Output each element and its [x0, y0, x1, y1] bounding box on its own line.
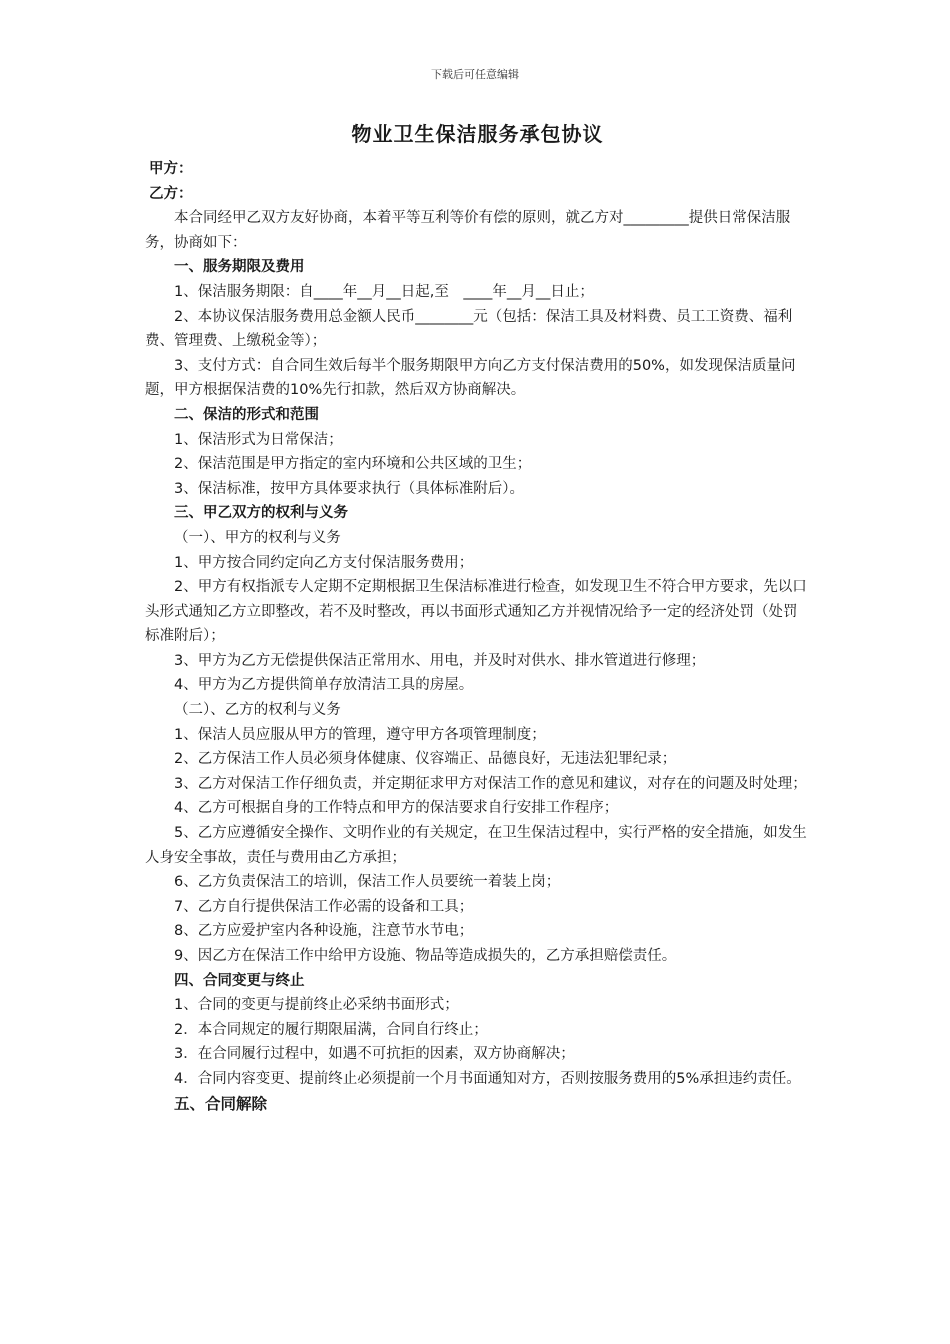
clause: 4、乙方可根据自身的工作特点和甲方的保洁要求自行安排工作程序；: [174, 800, 619, 817]
clause: 6、乙方负责保洁工的培训，保洁工作人员要统一着装上岗；: [174, 874, 561, 891]
document-title: 物业卫生保洁服务承包协议: [351, 122, 604, 146]
clause: 2、保洁范围是甲方指定的室内环境和公共区域的卫生；: [174, 456, 532, 473]
clause: 3．在合同履行过程中，如遇不可抗拒的因素，双方协商解决；: [174, 1046, 575, 1063]
clause: 1、保洁人员应服从甲方的管理，遵守甲方各项管理制度；: [174, 726, 546, 743]
contract-document: [145, 118, 810, 1116]
clause: 8、乙方应爱护室内各种设施，注意节水节电；: [174, 923, 474, 940]
clause: 3、支付方式：自合同生效后每半个服务期限甲方向乙方支付保洁费用的50%，如发现保洁质量问题，甲方根据保洁费的10%先行扣款，然后双方协商解决。: [145, 357, 796, 399]
clause: 1、保洁服务期限：自____年__月__日起,至 ____年__月__日止；: [174, 283, 594, 300]
clause: 5、乙方应遵循安全操作、文明作业的有关规定，在卫生保洁过程中，实行严格的安全措施，如发生人身安全事故，责任与费用由乙方承担；: [145, 825, 807, 866]
clause: 3、保洁标准，按甲方具体要求执行（具体标准附后）。: [174, 480, 524, 497]
section-heading-5: 五、合同解除: [174, 1094, 268, 1113]
clause: 1、合同的变更与提前终止必采纳书面形式；: [174, 997, 459, 1014]
clause: 2．本合同规定的履行期限届满，合同自行终止；: [174, 1021, 488, 1038]
clause: 2、乙方保洁工作人员必须身体健康、仪容端正、品德良好，无违法犯罪纪录；: [174, 751, 677, 768]
clause: 2、甲方有权指派专人定期不定期根据卫生保洁标准进行检查，如发现卫生不符合甲方要求，先以口头形式通知乙方立即整改，若不及时整改，再以书面形式通知乙方并视情况给予一定的经济处罚（处罚标准附后）；: [145, 579, 807, 645]
party-b-label: 乙方：: [149, 185, 193, 202]
subsection-heading-a: （一）、甲方的权利与义务: [174, 529, 341, 546]
intro-paragraph: 本合同经甲乙双方友好协商，本着平等互利等价有偿的原则，就乙方对_________提供日常保洁服务，协商如下：: [145, 210, 791, 251]
clause: 4、甲方为乙方提供简单存放清洁工具的房屋。: [174, 677, 474, 694]
clause: 9、因乙方在保洁工作中给甲方设施、物品等造成损失的，乙方承担赔偿责任。: [174, 948, 677, 964]
subsection-heading-b: （二）、乙方的权利与义务: [174, 702, 341, 719]
section-heading-4: 四、合同变更与终止: [174, 972, 305, 989]
clause: 3、甲方为乙方无偿提供保洁正常用水、用电，并及时对供水、排水管道进行修理；: [174, 652, 706, 669]
clause: 4．合同内容变更、提前终止必须提前一个月书面通知对方，否则按服务费用的5%承担违约责任。: [174, 1070, 801, 1087]
clause: 3、乙方对保洁工作仔细负责，并定期征求甲方对保洁工作的意见和建议，对存在的问题及时处理；: [174, 775, 807, 792]
clause: 1、甲方按合同约定向乙方支付保洁服务费用；: [174, 554, 474, 571]
clause: 7、乙方自行提供保洁工作必需的设备和工具；: [174, 898, 474, 915]
section-heading-2: 二、保洁的形式和范围: [174, 406, 319, 423]
section-heading-3: 三、甲乙双方的权利与义务: [174, 505, 348, 522]
clause: 1、保洁形式为日常保洁；: [174, 431, 343, 448]
page-header-note: 下载后可任意编辑: [431, 68, 519, 81]
section-heading-1: 一、服务期限及费用: [174, 259, 305, 276]
clause: 2、本协议保洁服务费用总金额人民币________元（包括：保洁工具及材料费、员工工资费、福利费、管理费、上缴税金等）；: [145, 308, 793, 350]
party-a-label: 甲方：: [149, 161, 193, 177]
